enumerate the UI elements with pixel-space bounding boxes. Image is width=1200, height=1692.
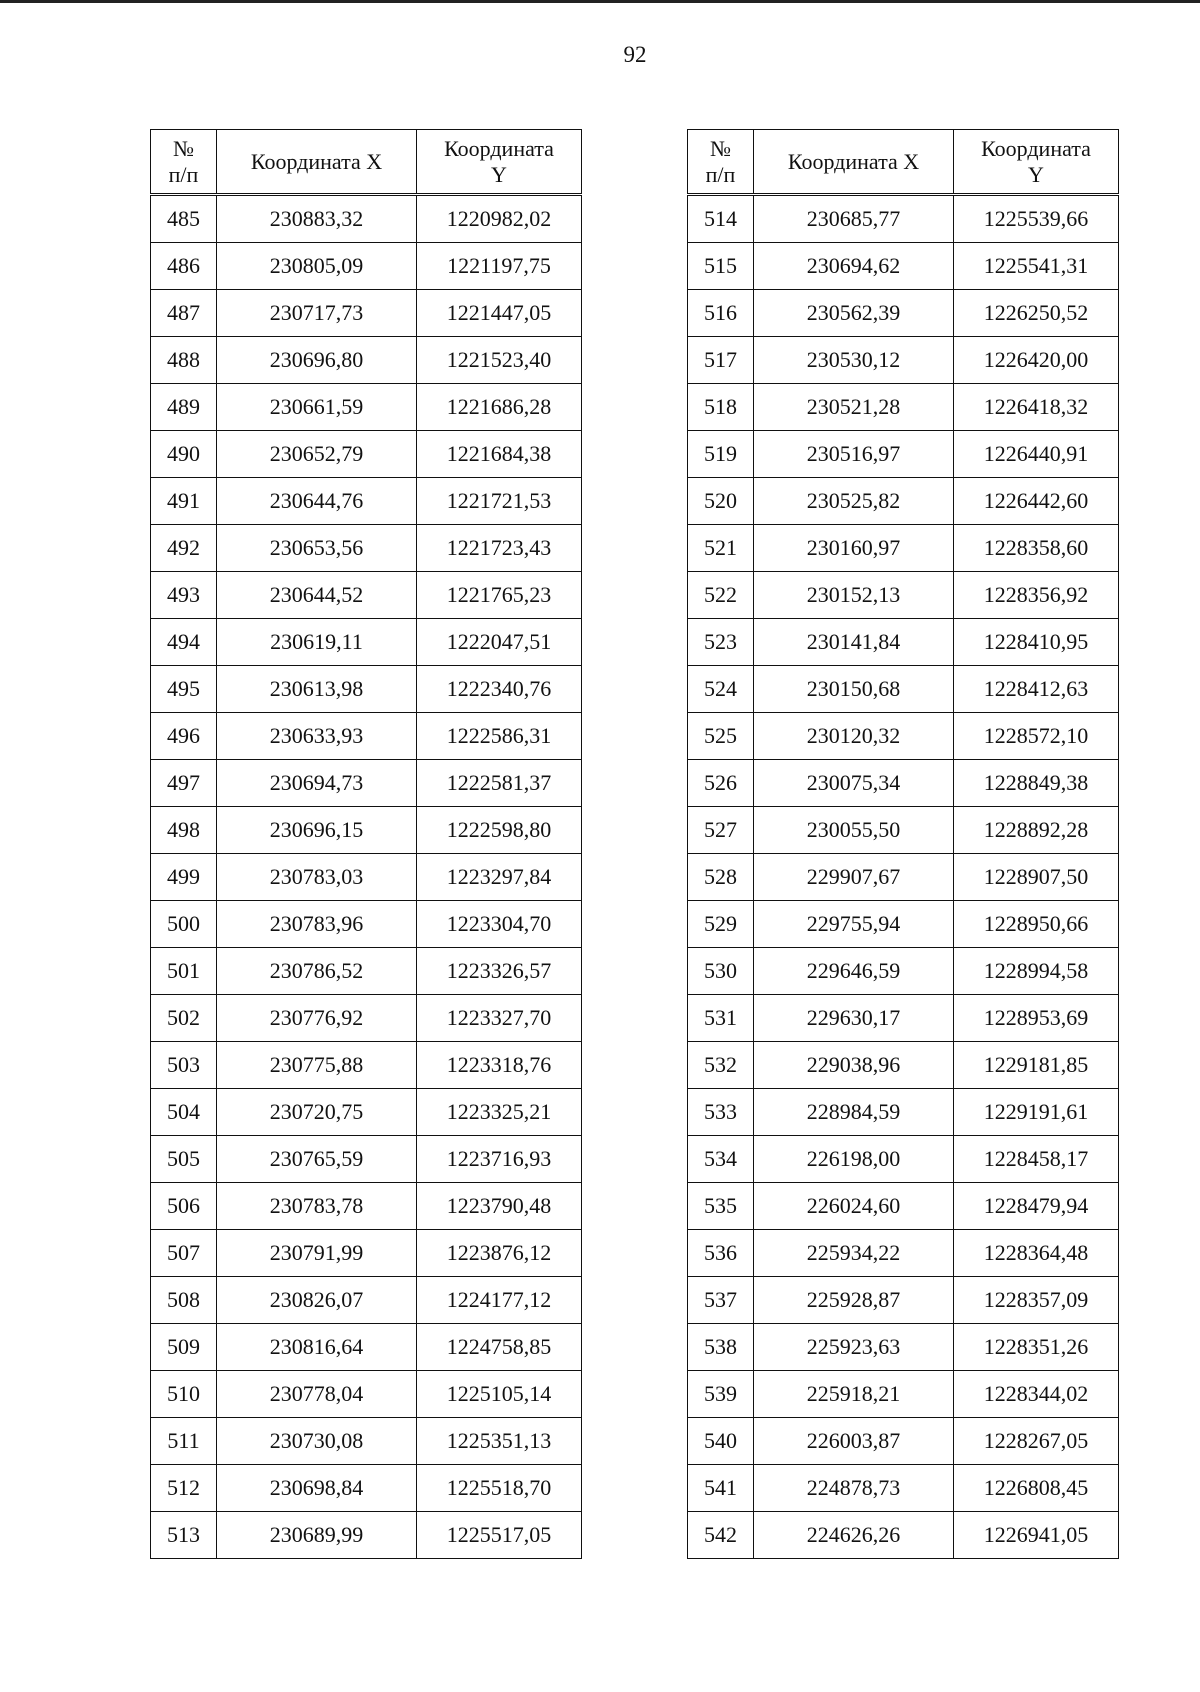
cell-coordinate-y: 1225539,66 (954, 195, 1119, 243)
cell-coordinate-x: 230644,76 (217, 478, 417, 525)
cell-coordinate-y: 1228364,48 (954, 1230, 1119, 1277)
cell-number: 511 (151, 1418, 217, 1465)
cell-coordinate-y: 1228458,17 (954, 1136, 1119, 1183)
table-row (151, 807, 582, 854)
cell-number: 497 (151, 760, 217, 807)
cell-coordinate-x: 225934,22 (754, 1230, 954, 1277)
cell-number: 500 (151, 901, 217, 948)
cell-number: 520 (688, 478, 754, 525)
cell-coordinate-y: 1223790,48 (417, 1183, 582, 1230)
cell-coordinate-y: 1220982,02 (417, 195, 582, 243)
cell-number: 528 (688, 854, 754, 901)
cell-number: 524 (688, 666, 754, 713)
table-row (151, 854, 582, 901)
cell-coordinate-y: 1224177,12 (417, 1277, 582, 1324)
table-row (151, 478, 582, 525)
cell-coordinate-y: 1228994,58 (954, 948, 1119, 995)
cell-number: 517 (688, 337, 754, 384)
cell-coordinate-x: 228984,59 (754, 1089, 954, 1136)
cell-number: 514 (688, 195, 754, 243)
cell-coordinate-y: 1223318,76 (417, 1042, 582, 1089)
cell-coordinate-y: 1228907,50 (954, 854, 1119, 901)
cell-coordinate-y: 1228410,95 (954, 619, 1119, 666)
cell-number: 526 (688, 760, 754, 807)
cell-coordinate-y: 1223297,84 (417, 854, 582, 901)
cell-number: 489 (151, 384, 217, 431)
table-row (688, 995, 1119, 1042)
cell-coordinate-y: 1228351,26 (954, 1324, 1119, 1371)
table-row (688, 431, 1119, 478)
cell-coordinate-y: 1225351,13 (417, 1418, 582, 1465)
cell-coordinate-y: 1229191,61 (954, 1089, 1119, 1136)
cell-number: 539 (688, 1371, 754, 1418)
cell-coordinate-x: 230786,52 (217, 948, 417, 995)
cell-number: 508 (151, 1277, 217, 1324)
header-coordinate-y-letter: Y (1028, 161, 1044, 187)
cell-number: 534 (688, 1136, 754, 1183)
cell-coordinate-x: 229630,17 (754, 995, 954, 1042)
cell-coordinate-x: 229755,94 (754, 901, 954, 948)
cell-number: 513 (151, 1512, 217, 1559)
cell-coordinate-y: 1221197,75 (417, 243, 582, 290)
table-row (688, 290, 1119, 337)
cell-number: 492 (151, 525, 217, 572)
table-row (688, 1183, 1119, 1230)
cell-coordinate-y: 1226418,32 (954, 384, 1119, 431)
cell-coordinate-y: 1228953,69 (954, 995, 1119, 1042)
cell-coordinate-x: 230619,11 (217, 619, 417, 666)
cell-coordinate-y: 1226420,00 (954, 337, 1119, 384)
cell-coordinate-x: 230685,77 (754, 195, 954, 243)
cell-coordinate-y: 1223304,70 (417, 901, 582, 948)
cell-coordinate-y: 1228356,92 (954, 572, 1119, 619)
page-number: 92 (623, 42, 647, 67)
cell-coordinate-x: 224626,26 (754, 1512, 954, 1559)
cell-coordinate-x: 230783,03 (217, 854, 417, 901)
header-coordinate-y-word: Координата (981, 136, 1091, 162)
table-row (688, 1371, 1119, 1418)
cell-coordinate-x: 230694,62 (754, 243, 954, 290)
cell-number: 527 (688, 807, 754, 854)
cell-number: 535 (688, 1183, 754, 1230)
cell-number: 488 (151, 337, 217, 384)
top-border-line (0, 0, 1200, 3)
cell-coordinate-x: 230516,97 (754, 431, 954, 478)
cell-coordinate-y: 1222586,31 (417, 713, 582, 760)
cell-coordinate-y: 1223876,12 (417, 1230, 582, 1277)
cell-coordinate-y: 1221686,28 (417, 384, 582, 431)
header-coordinate-y-letter: Y (491, 161, 507, 187)
cell-number: 515 (688, 243, 754, 290)
cell-coordinate-x: 230530,12 (754, 337, 954, 384)
cell-coordinate-y: 1226250,52 (954, 290, 1119, 337)
cell-number: 498 (151, 807, 217, 854)
table-row (688, 1324, 1119, 1371)
table-row (688, 478, 1119, 525)
cell-coordinate-y: 1228357,09 (954, 1277, 1119, 1324)
cell-coordinate-y: 1226440,91 (954, 431, 1119, 478)
cell-coordinate-y: 1222047,51 (417, 619, 582, 666)
table-row (688, 1230, 1119, 1277)
cell-number: 531 (688, 995, 754, 1042)
table-row (688, 948, 1119, 995)
cell-coordinate-x: 225923,63 (754, 1324, 954, 1371)
cell-coordinate-y: 1229181,85 (954, 1042, 1119, 1089)
coordinates-table-right (687, 129, 1119, 1559)
cell-number: 490 (151, 431, 217, 478)
cell-number: 512 (151, 1465, 217, 1512)
cell-number: 538 (688, 1324, 754, 1371)
cell-coordinate-y: 1221684,38 (417, 431, 582, 478)
header-number-abbrev: п/п (168, 161, 199, 187)
cell-coordinate-y: 1228479,94 (954, 1183, 1119, 1230)
table-row (688, 1042, 1119, 1089)
table-row (688, 854, 1119, 901)
table-header-row (688, 130, 1119, 195)
cell-coordinate-y: 1223327,70 (417, 995, 582, 1042)
cell-coordinate-x: 230633,93 (217, 713, 417, 760)
cell-coordinate-y: 1221721,53 (417, 478, 582, 525)
cell-coordinate-y: 1225105,14 (417, 1371, 582, 1418)
table-row (151, 1324, 582, 1371)
cell-coordinate-x: 230778,04 (217, 1371, 417, 1418)
cell-number: 501 (151, 948, 217, 995)
cell-coordinate-x: 230765,59 (217, 1136, 417, 1183)
cell-number: 495 (151, 666, 217, 713)
cell-coordinate-y: 1224758,85 (417, 1324, 582, 1371)
cell-coordinate-y: 1223325,21 (417, 1089, 582, 1136)
table-row (688, 901, 1119, 948)
table-row (151, 1042, 582, 1089)
cell-coordinate-x: 230783,96 (217, 901, 417, 948)
table-row (151, 1230, 582, 1277)
cell-number: 516 (688, 290, 754, 337)
table-row (151, 1277, 582, 1324)
header-coordinate-y-word: Координата (444, 136, 554, 162)
table-row (151, 243, 582, 290)
header-coordinate-x: Координата X (217, 130, 417, 195)
cell-coordinate-y: 1225518,70 (417, 1465, 582, 1512)
header-number-symbol: № (710, 136, 731, 162)
cell-number: 494 (151, 619, 217, 666)
cell-number: 529 (688, 901, 754, 948)
table-row (151, 1512, 582, 1559)
cell-number: 504 (151, 1089, 217, 1136)
cell-coordinate-x: 230791,99 (217, 1230, 417, 1277)
header-coordinate-x: Координата X (754, 130, 954, 195)
table-row (151, 1183, 582, 1230)
cell-coordinate-y: 1222340,76 (417, 666, 582, 713)
cell-coordinate-x: 230717,73 (217, 290, 417, 337)
cell-coordinate-x: 230120,32 (754, 713, 954, 760)
cell-coordinate-y: 1222598,80 (417, 807, 582, 854)
cell-coordinate-y: 1225541,31 (954, 243, 1119, 290)
cell-number: 537 (688, 1277, 754, 1324)
cell-coordinate-x: 230783,78 (217, 1183, 417, 1230)
header-number (688, 130, 754, 195)
cell-coordinate-x: 230689,99 (217, 1512, 417, 1559)
table-row (151, 948, 582, 995)
cell-coordinate-x: 230775,88 (217, 1042, 417, 1089)
cell-coordinate-y: 1221765,23 (417, 572, 582, 619)
cell-number: 491 (151, 478, 217, 525)
cell-number: 518 (688, 384, 754, 431)
table-row (688, 619, 1119, 666)
cell-number: 533 (688, 1089, 754, 1136)
cell-number: 536 (688, 1230, 754, 1277)
cell-coordinate-y: 1228892,28 (954, 807, 1119, 854)
cell-number: 496 (151, 713, 217, 760)
cell-coordinate-y: 1222581,37 (417, 760, 582, 807)
table-row (151, 1089, 582, 1136)
table-row (151, 195, 582, 243)
table-row (688, 1136, 1119, 1183)
table-row (688, 713, 1119, 760)
cell-coordinate-x: 230075,34 (754, 760, 954, 807)
table-row (151, 572, 582, 619)
cell-coordinate-x: 230696,80 (217, 337, 417, 384)
cell-number: 541 (688, 1465, 754, 1512)
header-number (151, 130, 217, 195)
header-coordinate-y (417, 130, 582, 195)
cell-coordinate-y: 1223326,57 (417, 948, 582, 995)
table-row (151, 619, 582, 666)
table-row (688, 1512, 1119, 1559)
cell-coordinate-y: 1221523,40 (417, 337, 582, 384)
cell-coordinate-y: 1228849,38 (954, 760, 1119, 807)
cell-coordinate-x: 230521,28 (754, 384, 954, 431)
table-row (688, 384, 1119, 431)
header-number-symbol: № (173, 136, 194, 162)
cell-coordinate-x: 230826,07 (217, 1277, 417, 1324)
table-row (151, 666, 582, 713)
cell-coordinate-x: 230730,08 (217, 1418, 417, 1465)
table-row (688, 807, 1119, 854)
cell-number: 503 (151, 1042, 217, 1089)
table-row (151, 1418, 582, 1465)
table-row (688, 1465, 1119, 1512)
table-row (688, 572, 1119, 619)
cell-coordinate-x: 230613,98 (217, 666, 417, 713)
cell-number: 507 (151, 1230, 217, 1277)
table-row (151, 290, 582, 337)
cell-coordinate-x: 230652,79 (217, 431, 417, 478)
cell-coordinate-x: 230055,50 (754, 807, 954, 854)
header-number-abbrev: п/п (705, 161, 736, 187)
table-row (151, 1465, 582, 1512)
table-row (151, 995, 582, 1042)
table-body-left (151, 195, 582, 1559)
table-row (688, 760, 1119, 807)
cell-number: 525 (688, 713, 754, 760)
cell-coordinate-y: 1221447,05 (417, 290, 582, 337)
cell-coordinate-x: 230698,84 (217, 1465, 417, 1512)
cell-coordinate-x: 230152,13 (754, 572, 954, 619)
cell-number: 519 (688, 431, 754, 478)
cell-coordinate-y: 1221723,43 (417, 525, 582, 572)
cell-number: 532 (688, 1042, 754, 1089)
table-row (151, 431, 582, 478)
table-header-row (151, 130, 582, 195)
table-row (688, 243, 1119, 290)
cell-coordinate-x: 230776,92 (217, 995, 417, 1042)
cell-coordinate-y: 1223716,93 (417, 1136, 582, 1183)
cell-coordinate-y: 1228267,05 (954, 1418, 1119, 1465)
cell-coordinate-x: 230150,68 (754, 666, 954, 713)
table-row (688, 195, 1119, 243)
table-row (688, 1277, 1119, 1324)
cell-coordinate-y: 1226941,05 (954, 1512, 1119, 1559)
table-row (151, 337, 582, 384)
table-row (151, 525, 582, 572)
table-row (688, 1418, 1119, 1465)
cell-number: 521 (688, 525, 754, 572)
cell-coordinate-x: 226024,60 (754, 1183, 954, 1230)
coordinates-table-left (150, 129, 582, 1559)
cell-coordinate-x: 230141,84 (754, 619, 954, 666)
cell-coordinate-x: 230883,32 (217, 195, 417, 243)
table-row (151, 901, 582, 948)
cell-number: 487 (151, 290, 217, 337)
cell-coordinate-x: 229646,59 (754, 948, 954, 995)
table-row (151, 1136, 582, 1183)
cell-number: 502 (151, 995, 217, 1042)
cell-number: 485 (151, 195, 217, 243)
cell-coordinate-x: 230805,09 (217, 243, 417, 290)
cell-coordinate-y: 1228358,60 (954, 525, 1119, 572)
table-row (151, 1371, 582, 1418)
table-row (688, 525, 1119, 572)
cell-coordinate-x: 230653,56 (217, 525, 417, 572)
cell-coordinate-x: 226198,00 (754, 1136, 954, 1183)
table-row (151, 760, 582, 807)
cell-number: 499 (151, 854, 217, 901)
cell-coordinate-y: 1226442,60 (954, 478, 1119, 525)
cell-coordinate-x: 225918,21 (754, 1371, 954, 1418)
cell-coordinate-y: 1228412,63 (954, 666, 1119, 713)
cell-coordinate-x: 229907,67 (754, 854, 954, 901)
cell-coordinate-x: 230525,82 (754, 478, 954, 525)
table-row (151, 384, 582, 431)
cell-coordinate-y: 1228572,10 (954, 713, 1119, 760)
table-row (688, 337, 1119, 384)
cell-number: 506 (151, 1183, 217, 1230)
table-row (688, 1089, 1119, 1136)
cell-number: 493 (151, 572, 217, 619)
header-coordinate-y (954, 130, 1119, 195)
cell-coordinate-x: 229038,96 (754, 1042, 954, 1089)
cell-coordinate-x: 230694,73 (217, 760, 417, 807)
cell-number: 542 (688, 1512, 754, 1559)
table-body-right (688, 195, 1119, 1559)
cell-number: 540 (688, 1418, 754, 1465)
cell-coordinate-x: 230644,52 (217, 572, 417, 619)
cell-number: 510 (151, 1371, 217, 1418)
cell-number: 509 (151, 1324, 217, 1371)
cell-coordinate-y: 1225517,05 (417, 1512, 582, 1559)
cell-coordinate-y: 1228950,66 (954, 901, 1119, 948)
cell-coordinate-x: 230720,75 (217, 1089, 417, 1136)
table-row (688, 666, 1119, 713)
cell-coordinate-x: 225928,87 (754, 1277, 954, 1324)
cell-coordinate-y: 1228344,02 (954, 1371, 1119, 1418)
cell-coordinate-x: 230160,97 (754, 525, 954, 572)
cell-number: 505 (151, 1136, 217, 1183)
table-row (151, 713, 582, 760)
cell-coordinate-y: 1226808,45 (954, 1465, 1119, 1512)
cell-coordinate-x: 226003,87 (754, 1418, 954, 1465)
cell-coordinate-x: 230661,59 (217, 384, 417, 431)
cell-coordinate-x: 230562,39 (754, 290, 954, 337)
cell-number: 530 (688, 948, 754, 995)
cell-number: 523 (688, 619, 754, 666)
cell-coordinate-x: 224878,73 (754, 1465, 954, 1512)
cell-number: 486 (151, 243, 217, 290)
cell-coordinate-x: 230696,15 (217, 807, 417, 854)
cell-coordinate-x: 230816,64 (217, 1324, 417, 1371)
cell-number: 522 (688, 572, 754, 619)
